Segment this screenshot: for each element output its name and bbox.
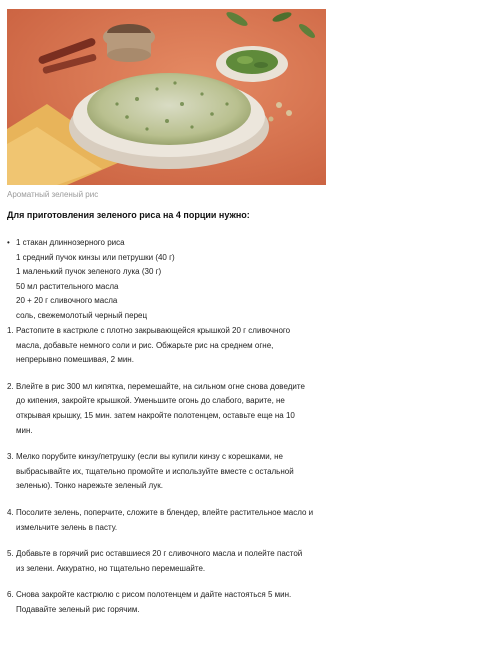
step-text-line: мин. <box>16 425 33 435</box>
step-number: 3. <box>7 452 14 462</box>
step-text-line: зеленью). Тонко нарежьте зеленый лук. <box>16 481 163 491</box>
step-text-line: измельчите зелень в пасту. <box>16 522 118 532</box>
step-item <box>7 380 337 438</box>
ingredients-list <box>7 236 175 324</box>
step-text-line: Растопите в кастрюле с плотно закрывающейся крышкой 20 г сливочного <box>16 326 291 335</box>
photo-illustration <box>7 9 326 185</box>
step-text-line: Добавьте в горячий рис оставшиеся 20 г сливочного масла и полейте пастой <box>16 549 303 559</box>
step-item <box>7 588 337 617</box>
step-number: 5. <box>7 549 14 559</box>
ingredient-item: 50 мл растительного масла <box>16 281 119 291</box>
step-text-line: до кипения, закройте крышкой. Уменьшите огонь до слабого, варите, не <box>16 396 285 406</box>
step-text-line: Влейте в рис 300 мл кипятка, перемешайте, на сильном огне снова доведите <box>16 381 305 391</box>
rice-dish-photo <box>7 9 326 185</box>
step-item <box>7 506 337 535</box>
bullet-icon: • <box>7 238 10 247</box>
steps-list <box>7 324 337 630</box>
step-text-line: открывая крышку, 15 мин. затем накройте полотенцем, оставьте еще на 10 <box>16 410 295 420</box>
step-item <box>7 450 337 494</box>
step-text-line: выбрасывайте их, тщательно промойте и используйте вместе с остальной <box>16 466 294 476</box>
step-text-line: Подавайте зеленый рис горячим. <box>16 604 140 614</box>
step-number: 4. <box>7 507 14 517</box>
step-number: 1. <box>7 326 14 335</box>
ingredient-item: 1 средний пучок кинзы или петрушки (40 г) <box>16 252 175 262</box>
ingredient-item: 20 + 20 г сливочного масла <box>16 296 118 306</box>
ingredient-item: 1 маленький пучок зеленого лука (30 г) <box>16 267 162 277</box>
step-text-line: непрерывно помешивая, 2 мин. <box>16 355 134 365</box>
step-text-line: масла, добавьте немного соли и рис. Обжарьте рис на среднем огне, <box>16 340 274 350</box>
step-item <box>7 324 337 368</box>
step-number: 2. <box>7 381 14 391</box>
step-item <box>7 547 337 576</box>
step-text-line: Мелко порубите кинзу/петрушку (если вы купили кинзу с корешками, не <box>16 452 283 462</box>
step-number: 6. <box>7 590 14 600</box>
ingredient-item: • 1 стакан длиннозерного риса <box>7 236 175 251</box>
ingredient-item: соль, свежемолотый черный перец <box>16 310 148 320</box>
ingredients-heading: Для приготовления зеленого риса на 4 порции нужно: <box>7 210 250 220</box>
photo-caption: Ароматный зеленый рис <box>7 190 99 199</box>
step-text-line: из зелени. Аккуратно, но тщательно перемешайте. <box>16 563 206 573</box>
step-text-line: Снова закройте кастрюлю с рисом полотенцем и дайте настояться 5 мин. <box>16 590 292 600</box>
step-text-line: Посолите зелень, поперчите, сложите в блендер, влейте растительное масло и <box>16 507 314 517</box>
